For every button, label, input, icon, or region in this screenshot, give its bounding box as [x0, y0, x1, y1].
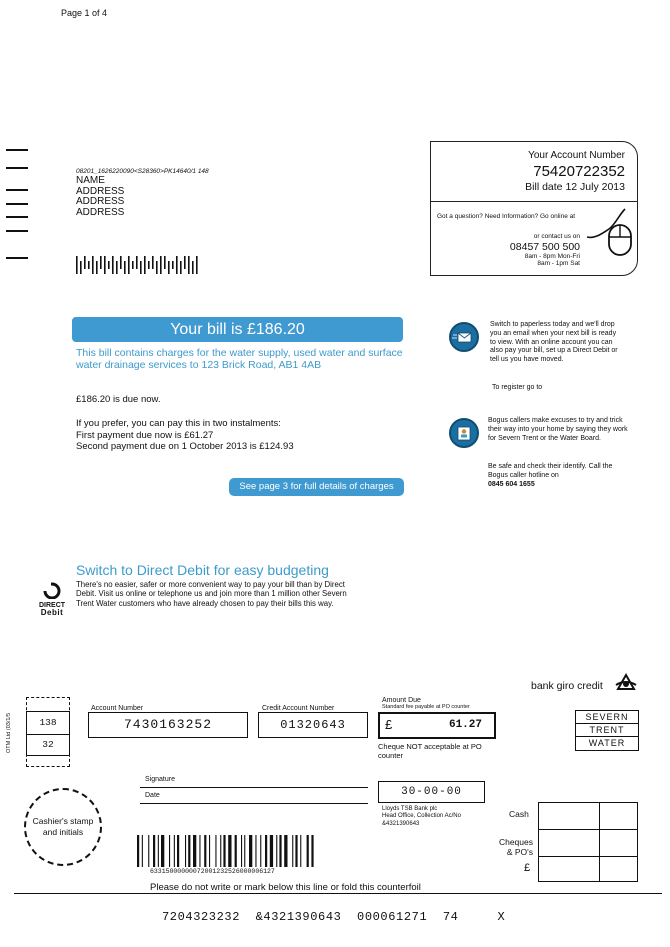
sort-code: 30-00-00	[401, 786, 462, 798]
question-text: Got a question? Need Information? Go online at	[437, 213, 576, 220]
margin-mark	[6, 203, 28, 205]
bogus-safe-text: Be safe and check their identify. Call the Bogus caller hotline on	[488, 463, 613, 479]
margin-mark	[6, 230, 28, 232]
cash-cheques-table	[538, 802, 638, 882]
address-block	[76, 168, 376, 218]
signature-label: Signature	[145, 776, 175, 783]
margin-mark	[6, 189, 28, 191]
severn-trent-logo	[575, 710, 639, 751]
margin-mark	[6, 216, 28, 218]
amount-due-subtext: Standard fee payable at PO counter	[382, 704, 470, 710]
direct-debit-logo-top: DIRECT	[38, 602, 66, 609]
hours-weekday: 8am - 8pm Mon-Fri	[524, 253, 580, 260]
bill-description: This bill contains charges for the water supply, used water and surface water drainage services to 123 Brick Road, AB1 4AB	[76, 347, 403, 371]
amount-due-value: 61.27	[448, 719, 482, 731]
amount-due-label: Amount Due	[382, 697, 421, 704]
bank-details	[382, 806, 461, 828]
sort-code-field	[378, 781, 485, 803]
hours-saturday: 8am - 1pm Sat	[537, 260, 580, 267]
contact-phone[interactable]: 08457 500 500	[509, 241, 580, 253]
cheques-label: Cheques & PO's	[498, 837, 533, 857]
total-currency: £	[524, 862, 531, 874]
bogus-callers-text: Bogus callers make excuses to try and trick their way into your home by saying they work for Severn Trent or the Water Board.	[488, 417, 628, 442]
direct-debit-heading: Switch to Direct Debit for easy budgeting	[76, 562, 329, 578]
margin-mark	[6, 167, 28, 169]
page-label: Page 1 of 4	[61, 8, 108, 18]
address-ref-line: 08201_1626220090<S28360>PK14640/1 148	[76, 168, 209, 175]
account-number-heading: Your Account Number	[528, 150, 625, 161]
side-print-code: OTM Ltd (03/1/5	[6, 712, 12, 754]
bogus-hotline[interactable]: 0845 604 1655	[488, 480, 535, 488]
signature-line[interactable]	[140, 787, 368, 788]
date-line[interactable]	[140, 803, 368, 804]
bogus-safe-block	[488, 463, 628, 489]
address-line: ADDRESS	[76, 206, 125, 218]
bank-line: Lloyds TSB Bank plc	[382, 806, 438, 812]
cashier-stamp-area	[24, 788, 102, 866]
account-panel-header	[440, 150, 625, 193]
micr-line: 7204323232 &4321390643 000061271 74 X	[162, 910, 506, 924]
instalments-intro: If you prefer, you can pay this in two instalments:	[76, 418, 281, 429]
credit-account-field	[258, 712, 368, 738]
direct-debit-body: There's no easier, safer or more convenient way to pay your bill than by Direct Debit. Visit us online or telephone us and join more than 1 million other Severn Trent Water customers who have already chosen to pay their bills this way.	[76, 580, 347, 608]
payment-barcode	[137, 835, 367, 867]
bank-line: Head Office, Collection Ac/No	[382, 813, 461, 820]
id-badge-icon	[449, 418, 479, 448]
bank-giro-logo-icon	[614, 671, 638, 695]
giro-account-number: 7430163252	[123, 717, 212, 732]
account-number-field	[88, 712, 248, 738]
cheque-note: Cheque NOT acceptable at PO counter	[378, 742, 482, 760]
register-text: To register go to	[492, 384, 543, 391]
account-number: 75420722352	[533, 163, 625, 180]
mouse-icon	[585, 203, 635, 258]
direct-debit-logo-bottom: Debit	[40, 608, 64, 617]
instalments-block	[76, 418, 294, 453]
amount-due-field	[378, 712, 496, 739]
first-payment: First payment due now is £61.27	[76, 429, 214, 441]
brand-line-2: TRENT	[576, 724, 638, 737]
direct-debit-logo-icon	[42, 582, 62, 599]
amount-due-currency: £	[385, 717, 393, 732]
second-payment: Second payment due on 1 October 2013 is £124.93	[76, 441, 294, 452]
brand-line-1: SEVERN	[576, 711, 638, 724]
counterfoil-cut-line	[14, 893, 662, 894]
postal-barcode	[76, 256, 206, 274]
barcode-number: 63315000000072001232526000006127	[150, 868, 275, 875]
bank-giro-credit-label: bank giro credit	[531, 680, 603, 692]
direct-debit-logo	[30, 582, 74, 617]
margin-mark	[6, 149, 28, 151]
bill-date: Bill date 12 July 2013	[525, 181, 625, 193]
due-now-text: £186.20 is due now.	[76, 394, 161, 405]
counterfoil-bottom-value: 32	[42, 739, 54, 750]
email-icon	[449, 322, 479, 352]
bill-total-banner: Your bill is £186.20	[72, 317, 403, 342]
bank-line: &4321390643	[382, 820, 420, 827]
counterfoil-top-value: 138	[39, 717, 57, 728]
do-not-write-warning: Please do not write or mark below this line or fold this counterfoil	[150, 882, 421, 893]
cash-label: Cash	[509, 809, 529, 819]
credit-account-label: Credit Account Number	[262, 705, 335, 712]
address-line: ADDRESS	[76, 196, 125, 207]
contact-us-text: or contact us on	[533, 233, 580, 240]
see-page-3-button[interactable]: See page 3 for full details of charges	[229, 478, 404, 496]
margin-mark	[6, 257, 28, 259]
date-label: Date	[145, 792, 160, 799]
account-number-label: Account Number	[91, 705, 144, 712]
credit-account-number: 01320643	[280, 718, 346, 732]
brand-line-3: WATER	[588, 738, 626, 748]
contact-block	[470, 233, 580, 267]
paperless-text: Switch to paperless today and we'll drop you an email when your next bill is ready to view. With an online account you can also pay your bill, set up a Direct Debit or tell us you have moved.	[490, 321, 618, 364]
address-line: NAME	[76, 175, 105, 186]
address-line: ADDRESS	[76, 185, 125, 197]
cashier-stamp-label: Cashier's stamp and initials	[32, 816, 94, 837]
